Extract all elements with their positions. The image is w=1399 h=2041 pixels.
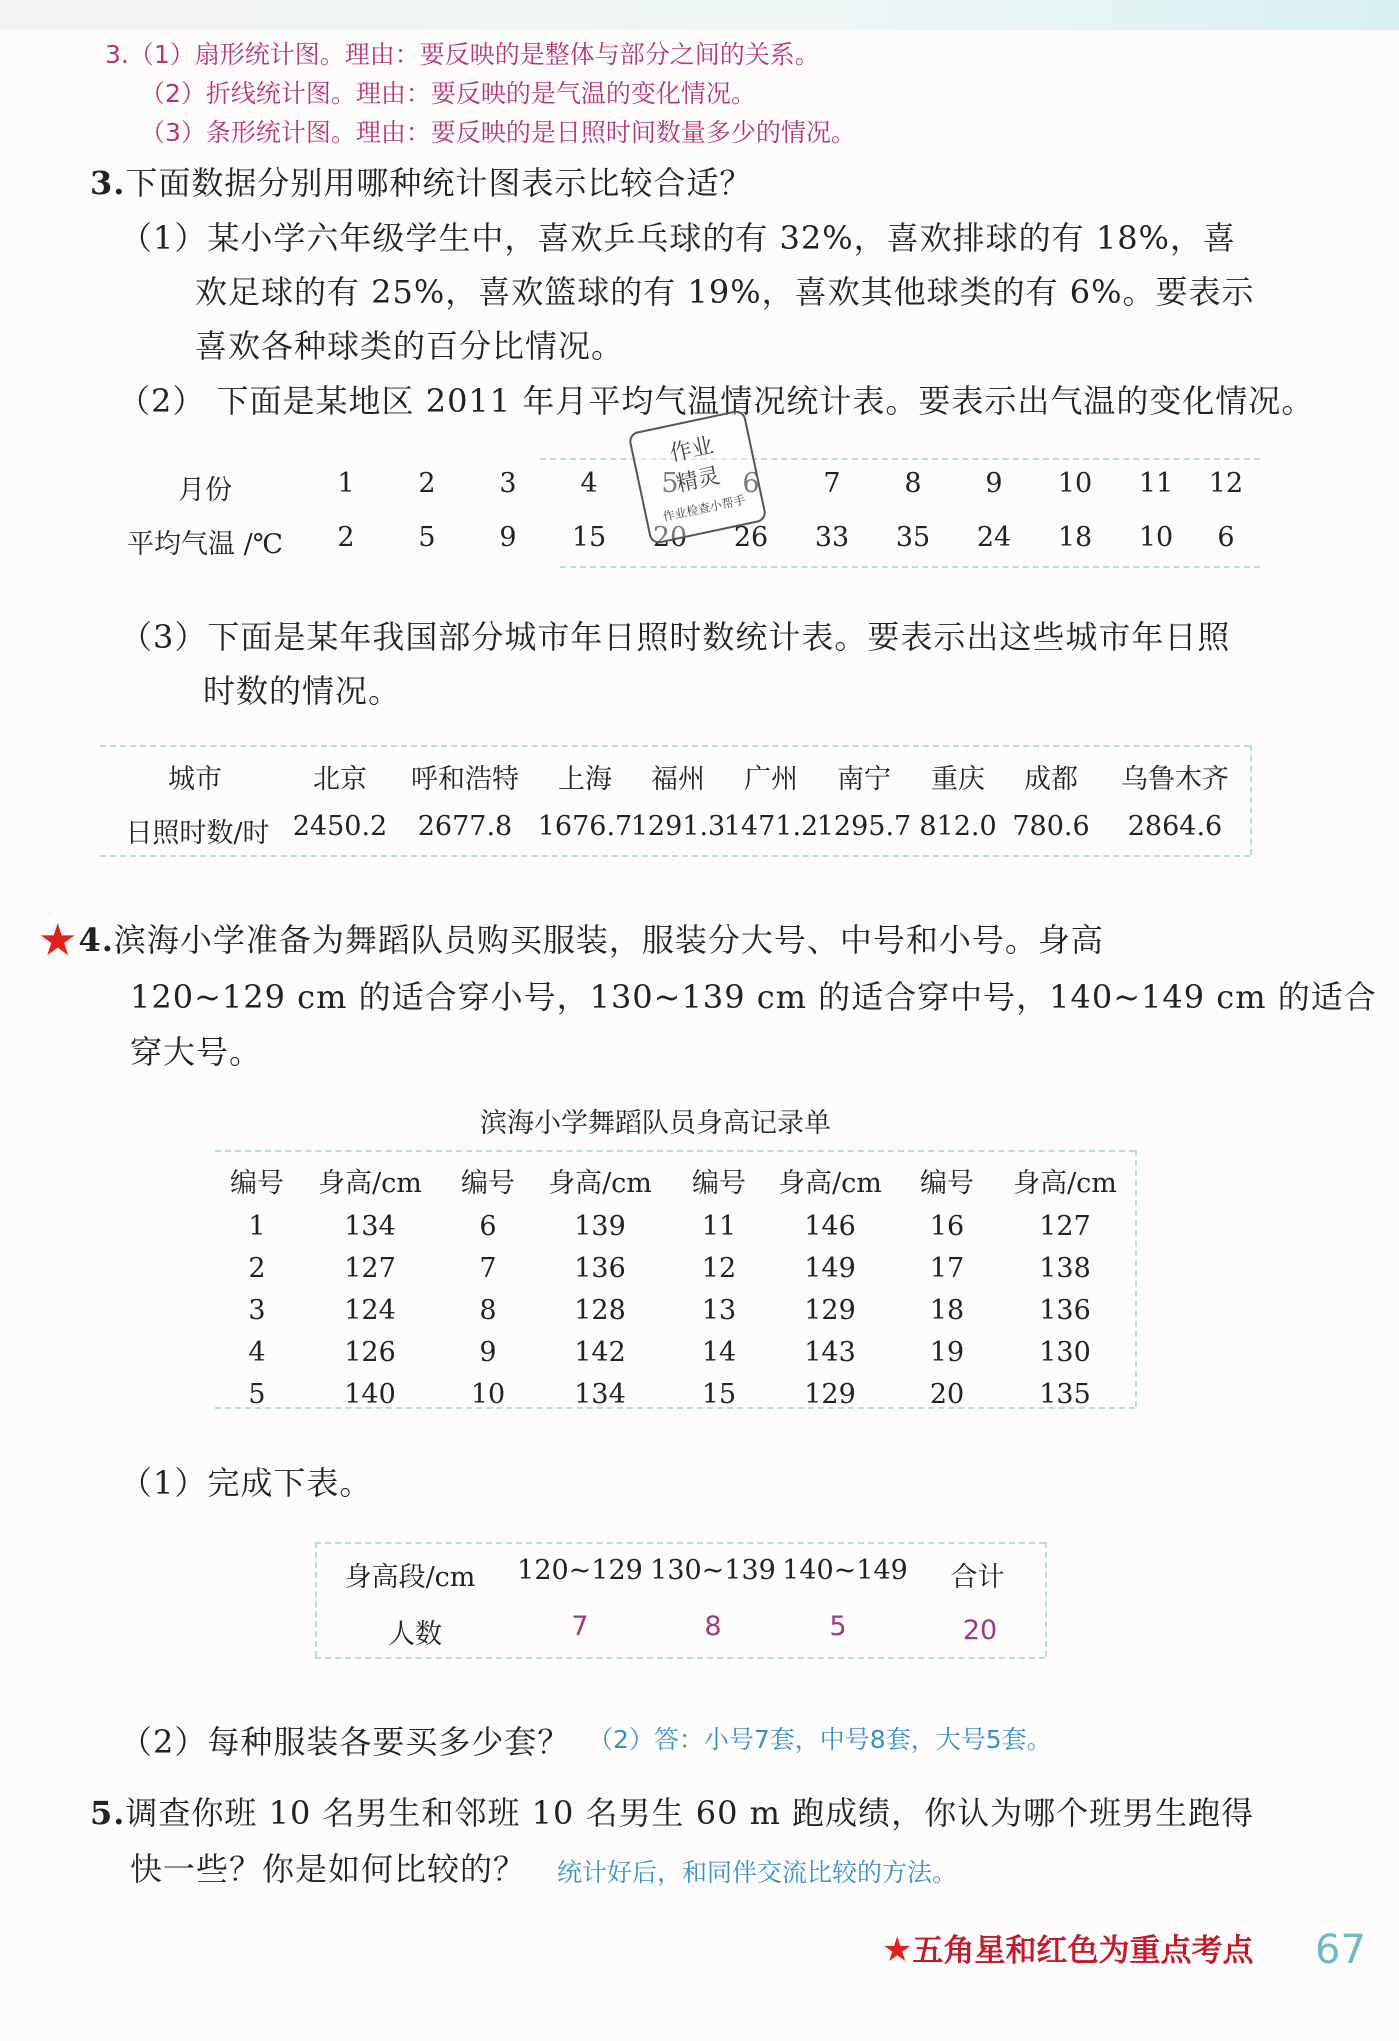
- q5-number: 5.: [90, 1794, 126, 1832]
- month-cell: 5: [661, 468, 679, 499]
- record-id: 6: [479, 1211, 497, 1242]
- month-cell: 4: [580, 468, 598, 499]
- record-id: 16: [929, 1211, 965, 1242]
- q5-answer: 统计好后，和同伴交流比较的方法。: [557, 1858, 958, 1887]
- answer-line-1: 3.（1）扇形统计图。理由：要反映的是整体与部分之间的关系。: [105, 40, 820, 69]
- month-cell: 8: [904, 468, 922, 499]
- record-height: 128: [574, 1295, 626, 1326]
- summary-table-bottom-border: [315, 1657, 1045, 1659]
- hours-cell: 812.0: [919, 811, 997, 842]
- record-id: 11: [701, 1211, 737, 1242]
- temp-table-bottom-border: [560, 566, 1260, 568]
- stamp-line2: 精灵: [674, 463, 723, 498]
- key-point-star-icon: ★: [38, 915, 79, 966]
- count-large: 5: [829, 1611, 847, 1642]
- record-id: 5: [248, 1379, 266, 1410]
- col-header-id: 编号: [230, 1168, 284, 1199]
- height-table-title: 滨海小学舞蹈队员身高记录单: [480, 1108, 831, 1139]
- sun-table-top-border: [100, 745, 1250, 747]
- page-number: 67: [1315, 1927, 1366, 1973]
- summary-header-total: 合计: [950, 1562, 1005, 1593]
- col-header-id: 编号: [692, 1168, 746, 1199]
- footer-text: 五角星和红色为重点考点: [912, 1933, 1254, 1969]
- record-height: 136: [1039, 1295, 1091, 1326]
- col-header-height: 身高/cm: [318, 1168, 422, 1199]
- q3-number: 3.: [90, 164, 126, 202]
- record-id: 9: [479, 1337, 497, 1368]
- summary-table-left-border: [315, 1542, 317, 1657]
- sun-row-label-city: 城市: [168, 764, 222, 795]
- record-id: 14: [701, 1337, 737, 1368]
- hours-cell: 780.6: [1012, 811, 1090, 842]
- col-header-height: 身高/cm: [1013, 1168, 1117, 1199]
- city-cell: 上海: [558, 764, 612, 795]
- record-height: 143: [804, 1337, 856, 1368]
- record-height: 126: [344, 1337, 396, 1368]
- month-cell: 7: [823, 468, 841, 499]
- temp-cell: 15: [571, 522, 607, 553]
- sun-row-label-hours: 日照时数/时: [125, 818, 270, 849]
- month-cell: 1: [337, 468, 355, 499]
- summary-table-top-border: [315, 1542, 1045, 1544]
- answer-line-2: （2）折线统计图。理由：要反映的是气温的变化情况。: [140, 79, 756, 108]
- month-cell: 2: [418, 468, 436, 499]
- height-table-top-border: [215, 1150, 1135, 1152]
- temp-row-label-month: 月份: [178, 475, 232, 506]
- col-header-height: 身高/cm: [778, 1168, 882, 1199]
- hours-cell: 2864.6: [1127, 811, 1223, 842]
- city-cell: 成都: [1024, 764, 1078, 795]
- hours-cell: 2677.8: [417, 811, 513, 842]
- sun-table-right-border: [1250, 745, 1252, 855]
- q5-line1: 调查你班 10 名男生和邻班 10 名男生 60 m 跑成绩，你认为哪个班男生跑得: [125, 1794, 1255, 1832]
- summary-header-range: 身高段/cm: [344, 1562, 476, 1593]
- sun-table-bottom-border: [100, 855, 1250, 857]
- record-height: 134: [344, 1211, 396, 1242]
- record-height: 142: [574, 1337, 626, 1368]
- record-id: 4: [248, 1337, 266, 1368]
- hours-cell: 1291.3: [630, 811, 726, 842]
- q3-heading: [90, 158, 752, 204]
- temp-cell: 2: [337, 522, 355, 553]
- month-cell: 10: [1057, 468, 1093, 499]
- summary-header-medium: 130~139: [650, 1555, 776, 1586]
- summary-table-right-border: [1045, 1542, 1047, 1657]
- record-height: 127: [344, 1253, 396, 1284]
- record-id: 10: [470, 1379, 506, 1410]
- record-height: 149: [804, 1253, 856, 1284]
- record-height: 146: [804, 1211, 856, 1242]
- record-height: 130: [1039, 1337, 1091, 1368]
- record-id: 1: [248, 1211, 266, 1242]
- q4-line2: 120~129 cm 的适合穿小号，130~139 cm 的适合穿中号，140~149 cm 的适合: [130, 978, 1377, 1016]
- record-height: 139: [574, 1211, 626, 1242]
- homework-stamp: [627, 409, 767, 545]
- city-cell: 广州: [744, 764, 798, 795]
- hours-cell: 1295.7: [816, 811, 912, 842]
- footer-star-icon: ★: [882, 1930, 913, 1970]
- q5-heading: [90, 1788, 1254, 1834]
- temp-cell: 5: [418, 522, 436, 553]
- temp-cell: 9: [499, 522, 517, 553]
- city-cell: 福州: [651, 764, 705, 795]
- temp-cell: 18: [1057, 522, 1093, 553]
- q4-part1: （1）完成下表。: [120, 1464, 373, 1502]
- q3-part2: （2） 下面是某地区 2011 年月平均气温情况统计表。要表示出气温的变化情况。: [118, 382, 1315, 420]
- record-id: 3: [248, 1295, 266, 1326]
- record-height: 127: [1039, 1211, 1091, 1242]
- count-small: 7: [571, 1611, 589, 1642]
- stamp-line3: 作业检查小帮手: [661, 492, 747, 524]
- q3-part1-line3: 喜欢各种球类的百分比情况。: [195, 327, 625, 365]
- height-table-right-border: [1135, 1150, 1137, 1407]
- record-height: 124: [344, 1295, 396, 1326]
- city-cell: 呼和浩特: [411, 764, 519, 795]
- stamp-line1: 作业: [667, 433, 716, 467]
- q4-heading: [38, 915, 1104, 966]
- footer-key-note: [882, 1925, 1253, 1970]
- q4-number: 4.: [78, 921, 114, 959]
- record-id: 13: [701, 1295, 737, 1326]
- col-header-id: 编号: [461, 1168, 515, 1199]
- city-cell: 北京: [313, 764, 367, 795]
- temp-cell: 24: [976, 522, 1012, 553]
- count-total: 20: [962, 1615, 998, 1646]
- q3-part1-line1: （1）某小学六年级学生中，喜欢乒乓球的有 32%，喜欢排球的有 18%，喜: [120, 219, 1236, 257]
- record-id: 17: [929, 1253, 965, 1284]
- record-id: 2: [248, 1253, 266, 1284]
- record-height: 136: [574, 1253, 626, 1284]
- top-edge-tint: [0, 0, 1399, 30]
- q3-part1-line2: 欢足球的有 25%，喜欢篮球的有 19%，喜欢其他球类的有 6%。要表示: [195, 273, 1255, 311]
- city-cell: 重庆: [931, 764, 985, 795]
- temp-cell: 26: [733, 522, 769, 553]
- record-id: 12: [701, 1253, 737, 1284]
- month-cell: 3: [499, 468, 517, 499]
- city-cell: 南宁: [837, 764, 891, 795]
- record-height: 138: [1039, 1253, 1091, 1284]
- record-id: 15: [701, 1379, 737, 1410]
- answer-line-3: （3）条形统计图。理由：要反映的是日照时间数量多少的情况。: [140, 118, 856, 147]
- temp-cell: 20: [652, 522, 688, 553]
- temp-cell: 35: [895, 522, 931, 553]
- record-id: 8: [479, 1295, 497, 1326]
- temp-cell: 33: [814, 522, 850, 553]
- summary-header-small: 120~129: [517, 1555, 643, 1586]
- q4-line3: 穿大号。: [130, 1033, 263, 1071]
- record-id: 19: [929, 1337, 965, 1368]
- record-id: 7: [479, 1253, 497, 1284]
- temp-row-label-temp: 平均气温 /℃: [127, 529, 283, 560]
- record-id: 20: [929, 1379, 965, 1410]
- hours-cell: 1676.7: [537, 811, 633, 842]
- month-cell: 12: [1208, 468, 1244, 499]
- col-header-height: 身高/cm: [548, 1168, 652, 1199]
- q4-line1: 滨海小学准备为舞蹈队员购买服装，服装分大号、中号和小号。身高: [113, 921, 1104, 959]
- city-cell: 乌鲁木齐: [1121, 764, 1229, 795]
- q3-title: 下面数据分别用哪种统计图表示比较合适？: [125, 164, 753, 202]
- month-cell: 11: [1138, 468, 1174, 499]
- month-cell: 9: [985, 468, 1003, 499]
- count-medium: 8: [704, 1611, 722, 1642]
- temp-cell: 10: [1138, 522, 1174, 553]
- q3-part3-line1: （3）下面是某年我国部分城市年日照时数统计表。要表示出这些城市年日照: [120, 618, 1231, 656]
- summary-row-label: 人数: [388, 1619, 442, 1650]
- month-cell: 6: [742, 468, 760, 499]
- q5-line2: 快一些？你是如何比较的？: [130, 1850, 527, 1888]
- record-height: 140: [344, 1379, 396, 1410]
- summary-header-large: 140~149: [782, 1555, 908, 1586]
- hours-cell: 1471.2: [723, 811, 819, 842]
- temp-cell: 6: [1217, 522, 1235, 553]
- record-id: 18: [929, 1295, 965, 1326]
- record-height: 135: [1039, 1379, 1091, 1410]
- hours-cell: 2450.2: [292, 811, 388, 842]
- record-height: 134: [574, 1379, 626, 1410]
- record-height: 129: [804, 1379, 856, 1410]
- record-height: 129: [804, 1295, 856, 1326]
- col-header-id: 编号: [920, 1168, 974, 1199]
- q4-part2-answer: （2）答：小号7套，中号8套，大号5套。: [588, 1725, 1052, 1754]
- q3-part3-line2: 时数的情况。: [203, 672, 402, 710]
- q4-part2: （2）每种服装各要买多少套？: [120, 1723, 571, 1761]
